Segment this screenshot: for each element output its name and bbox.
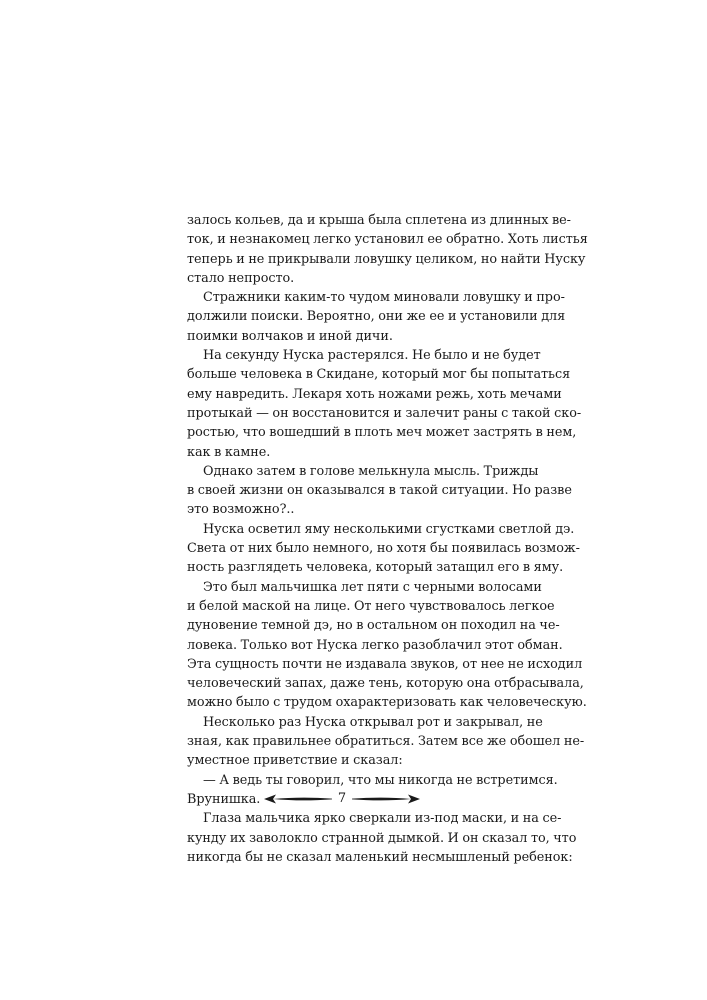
text-line: в своей жизни он оказывался в такой ситуации. Но разве [187, 483, 572, 499]
text-line: протыкай — он восстановится и залечит раны с такой ско- [187, 405, 582, 421]
page-footer [262, 788, 422, 810]
text-line: как в камне. [187, 444, 271, 460]
text-line: ему навредить. Лекаря хоть ножами режь, хоть мечами [187, 386, 562, 402]
text-line: Стражники каким-то чудом миновали ловушку и про- [203, 290, 565, 306]
text-line: должили поиски. Вероятно, они же ее и установили для [187, 309, 566, 325]
text-line: стало непросто. [187, 270, 295, 286]
ornamental-arrow-right-icon [350, 793, 422, 805]
text-line: больше человека в Скидане, который мог бы попытаться [187, 367, 571, 383]
text-line: теперь и не прикрывали ловушку целиком, но найти Нуску [187, 251, 586, 267]
text-line: ток, и незнакомец легко установил ее обратно. Хоть листья [187, 232, 588, 248]
text-line: Несколько раз Нуска открывал рот и закрывал, не [203, 714, 543, 730]
text-line: — А ведь ты говорил, что мы никогда не встретимся. [203, 772, 558, 788]
text-line: Глаза мальчика ярко сверкали из-под маски, и на се- [203, 811, 562, 827]
text-line: дуновение темной дэ, но в остальном он походил на че- [187, 618, 560, 634]
page-number: 7 [337, 791, 347, 806]
text-line: зная, как правильнее обратиться. Затем все же обошел не- [187, 734, 585, 750]
text-line: ловека. Только вот Нуска легко разоблачил этот обман. [187, 637, 563, 653]
ornamental-arrow-left-icon [262, 793, 334, 805]
text-line: залось кольев, да и крыша была сплетена из длинных ве- [187, 213, 571, 228]
text-line: это возможно?.. [187, 502, 295, 518]
text-line: На секунду Нуска растерялся. Не было и не будет [203, 348, 541, 364]
text-line: Света от них было немного, но хотя бы появилась возмож- [187, 541, 580, 557]
text-line: Это был мальчишка лет пяти с черными волосами [203, 579, 542, 595]
text-line: ность разглядеть человека, который затащил его в яму. [187, 560, 564, 576]
text-line: можно было с трудом охарактеризовать как человеческую. [187, 695, 587, 711]
text-line: уместное приветствие и сказал: [187, 753, 403, 769]
text-line: ростью, что вошедший в плоть меч может застрять в нем, [187, 425, 577, 441]
text-line: Врунишка. [187, 791, 261, 807]
text-line: Нуска осветил яму несколькими сгустками светлой дэ. [203, 521, 575, 537]
text-line: Однако затем в голове мелькнула мысль. Трижды [203, 463, 539, 479]
text-line: Эта сущность почти не издавала звуков, от нее не исходил [187, 656, 583, 672]
body-text [187, 211, 588, 867]
text-line: никогда бы не сказал маленький несмышленый ребенок: [187, 849, 573, 865]
text-line: поимки волчаков и иной дичи. [187, 328, 393, 344]
text-line: кунду их заволокло странной дымкой. И он сказал то, что [187, 830, 577, 846]
text-line: человеческий запах, даже тень, которую она отбрасывала, [187, 676, 584, 692]
text-line: и белой маской на лице. От него чувствовалось легкое [187, 598, 555, 614]
